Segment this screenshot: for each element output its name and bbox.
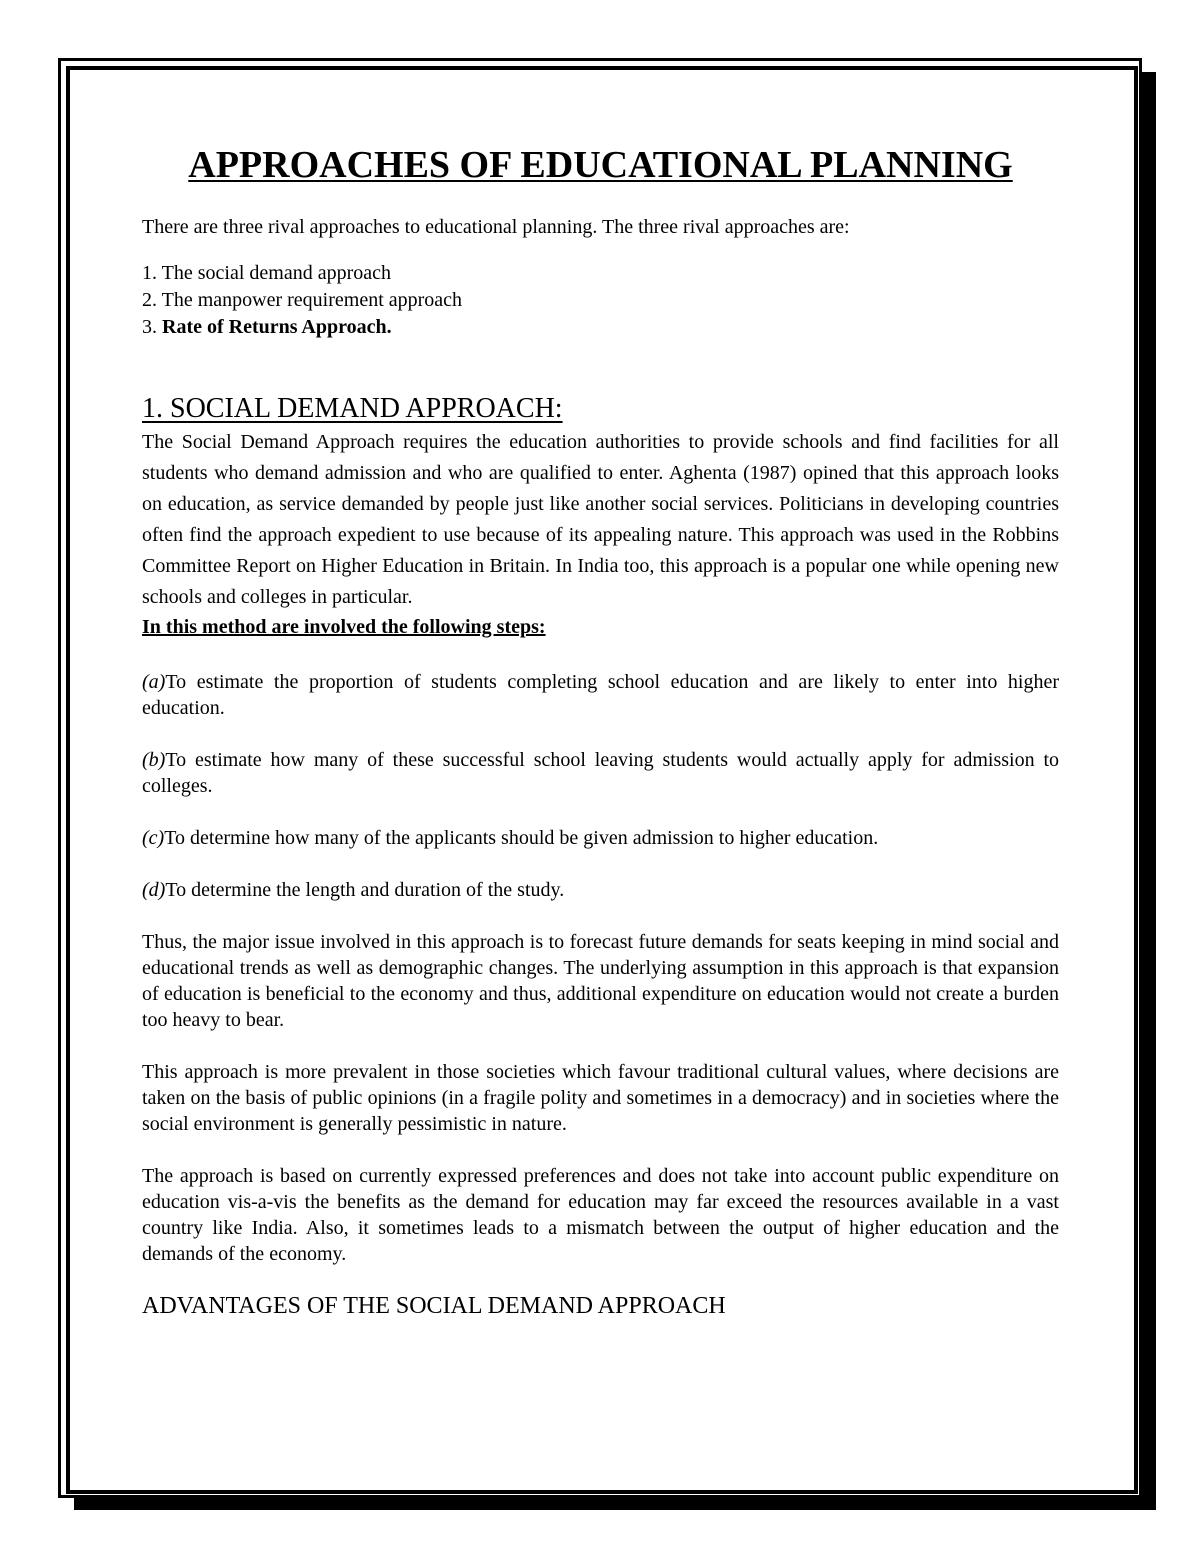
page-title: APPROACHES OF EDUCATIONAL PLANNING — [188, 144, 1013, 186]
intro-paragraph: There are three rival approaches to educational planning. The three rival approaches are: — [142, 216, 850, 238]
body-paragraph: This approach is more prevalent in those societies which favour traditional cultural values, where decisions are taken on the basis of public opinions (in a fragile polity and sometimes in a democracy) and in societies where the social environment is generally pessimistic in nature. — [142, 1061, 1059, 1135]
list-item-number: 1. — [142, 262, 157, 284]
approach-list — [142, 260, 1059, 341]
advantages-heading: ADVANTAGES OF THE SOCIAL DEMAND APPROACH — [142, 1293, 726, 1319]
step-text: To determine how many of the applicants should be given admission to higher education. — [164, 827, 879, 849]
step-marker: (a) — [142, 671, 166, 693]
step-item — [142, 747, 1059, 799]
step-item — [142, 877, 1059, 903]
list-item — [142, 260, 1059, 287]
list-item-number: 3. — [142, 316, 157, 338]
step-text: To determine the length and duration of the study. — [165, 879, 565, 901]
list-item — [142, 287, 1059, 314]
list-item-number: 2. — [142, 289, 157, 311]
step-text: To estimate how many of these successful school leaving students would actually apply for admission to colleges. — [142, 749, 1059, 797]
step-marker: (c) — [142, 827, 165, 849]
step-marker: (d) — [142, 879, 166, 901]
list-item — [142, 314, 1059, 341]
section-paragraph: The Social Demand Approach requires the education authorities to provide schools and find facilities for all students who demand admission and who are qualified to enter. Aghenta (1987) opined that this approach looks on education, as service demanded by people just like another social services. Politicians in developing countries often find the approach expedient to use because of its appealing nature. This approach was used in the Robbins Committee Report on Higher Education in Britain. In India too, this approach is a popular one while opening new schools and colleges in particular. — [142, 431, 1059, 608]
body-paragraph: The approach is based on currently expressed preferences and does not take into account public expenditure on education vis-a-vis the benefits as the demand for education may far exceed the resources available in a vast country like India. Also, it sometimes leads to a mismatch between the output of higher education and the demands of the economy. — [142, 1165, 1059, 1265]
body-paragraph: Thus, the major issue involved in this approach is to forecast future demands for seats keeping in mind social and educational trends as well as demographic changes. The underlying assumption in this approach is that expansion of education is beneficial to the economy and thus, additional expenditure on education would not create a burden too heavy to bear. — [142, 931, 1059, 1031]
step-text: To estimate the proportion of students completing school education and are likely to enter into higher education. — [142, 671, 1059, 719]
step-marker: (b) — [142, 749, 166, 771]
document-content — [142, 140, 1059, 1321]
list-item-label: The social demand approach — [161, 262, 391, 284]
list-item-label: Rate of Returns Approach. — [162, 316, 392, 338]
steps-heading: In this method are involved the following steps: — [142, 616, 546, 638]
step-item — [142, 669, 1059, 721]
section-heading: 1. SOCIAL DEMAND APPROACH: — [142, 393, 563, 424]
step-item — [142, 825, 1059, 851]
list-item-label: The manpower requirement approach — [161, 289, 463, 311]
